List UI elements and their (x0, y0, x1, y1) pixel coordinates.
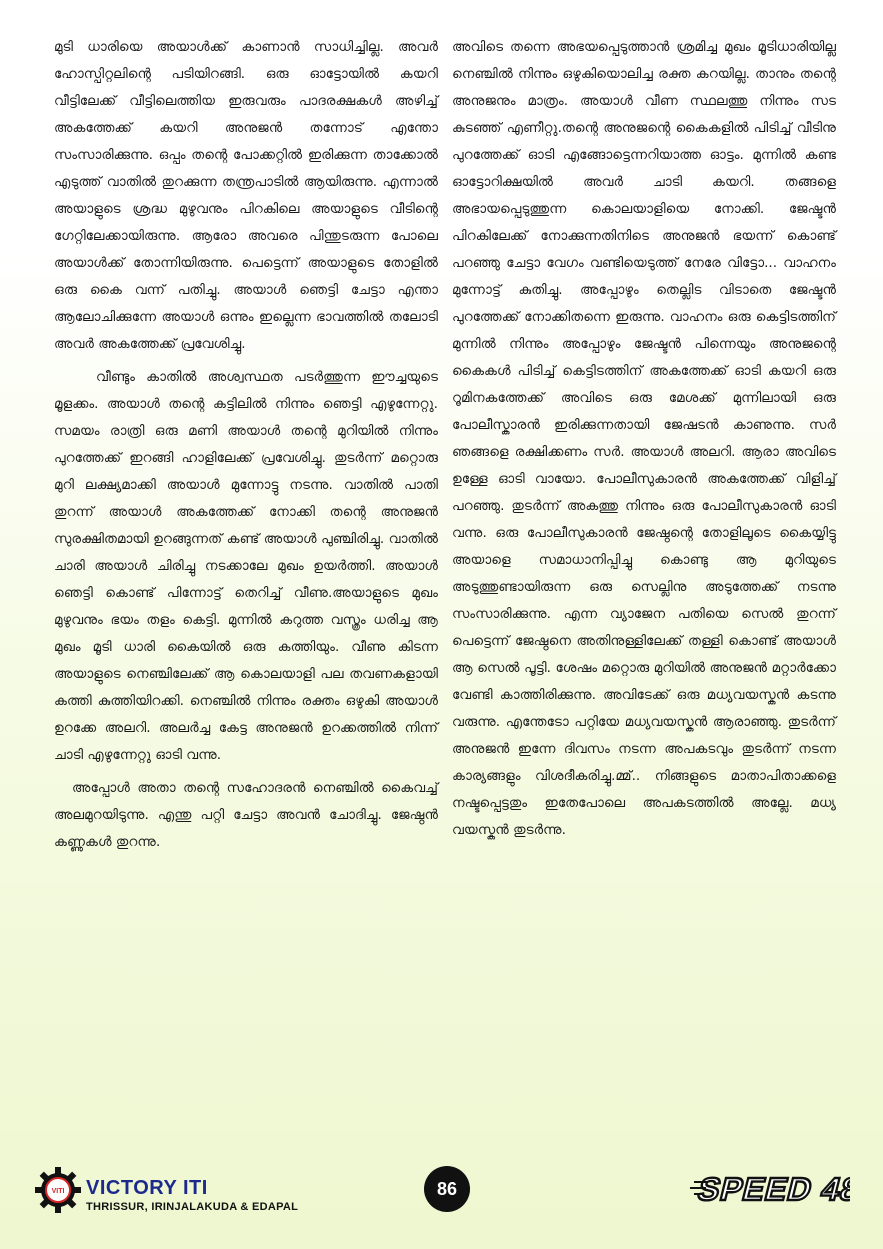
page-footer (0, 1160, 883, 1230)
article-right-column (452, 34, 836, 844)
magazine-name: SPEED 48 (694, 1171, 850, 1207)
article-paragraph: മുടി ധാരിയെ അയാൾക്ക് കാണാൻ സാധിച്ചില്ല. അവർ ഹോസ്പിറ്റലിന്റെ പടിയിറങ്ങി. ഒരു ഓട്ടോയിൽ കയറി വീട്ടിലേക്ക് വീട്ടിലെത്തിയ ഇരുവരും പാദരക്ഷകൾ അഴിച്ച് അകത്തേക്ക് കയറി അനുജൻ തന്നോട് എന്തോ സംസാരിക്കുന്നു. ഒപ്പം തന്റെ പോക്കറ്റിൽ ഇരിക്കുന്ന താക്കോൽ എടുത്ത് വാതിൽ തുറക്കുന്ന തന്ത്രപാടിൽ ആയിരുന്നു. എന്നാൽ അയാളുടെ ശ്രദ്ധ മുഴുവനും പിറകിലെ അയാളുടെ വീടിന്റെ ഗേറ്റിലേക്കായിരുന്നു. ആരോ അവരെ പിന്തുടരുന്ന പോലെ അയാൾക്ക് തോന്നിയിരുന്നു. പെട്ടെന്ന് അയാളുടെ തോളിൽ ഒരു കൈ വന്ന് പതിച്ചു. അയാൾ ഞെട്ടി ചേട്ടാ എന്താ ആലോചിക്കുന്നേ അയാൾ ഒന്നും ഇല്ലെന്ന ഭാവത്തിൽ തലോടി അവർ അകത്തേക്ക് പ്രവേശിച്ചു. (54, 39, 438, 352)
page-number-badge: 86 (424, 1166, 470, 1212)
article-paragraph: അവിടെ തന്നെ അഭയപ്പെടുത്താൻ ശ്രമിച്ച മുഖം മൂടിധാരിയില്ല നെഞ്ചിൽ നിന്നും ഒഴുകിയൊലിച്ച രക്ത കറയില്ല. താനും തന്റെ അനുജനും മാത്രം. അയാൾ വീണ സ്ഥലത്തു നിന്നും സട കുടഞ്ഞ് എണീറ്റു.തന്റെ അനുജന്റെ കൈകളിൽ പിടിച്ച് വീടിനു പുറത്തേക്ക് ഓടി എങ്ങോട്ടെന്നറിയാത്ത ഓട്ടം. മുന്നിൽ കണ്ട ഓട്ടോറിക്ഷയിൽ അവർ ചാടി കയറി. തങ്ങളെ അഭായപ്പെടുത്തുന്ന കൊലയാളിയെ നോക്കി. ജേഷ്ടൻ പിറകിലേക്ക് നോക്കുന്നതിനിടെ അനുജൻ ഭയന്ന് കൊണ്ട് പറഞ്ഞു ചേട്ടാ വേഗം വണ്ടിയെടുത്ത് നേരേ വിട്ടോ... വാഹനം മുന്നോട്ട് കുതിച്ചു. അപ്പോഴും തെല്ലിട വിടാതെ ജേഷ്ടൻ പുറത്തേക്ക് നോക്കിതന്നെ ഇരുന്നു. വാഹനം ഒരു കെട്ടിടത്തിന് മുന്നിൽ നിന്നും അപ്പോഴും ജേഷ്ടൻ പിന്നെയും അനുജന്റെ കൈകൾ പിടിച്ച് കെട്ടിടത്തിന് അകത്തേക്ക് ഓടി കയറി ഒരു റൂമിനകത്തേക്ക് അവിടെ ഒരു മേശക്ക് മുന്നിലായി ഒരു പോലീസ്കാരൻ ഇരിക്കുന്നതായി ജേഷടൻ കാണുന്നു. സർ ഞങ്ങളെ രക്ഷിക്കണം സർ. അയാൾ അലറി. ആരാ അവിടെ ഉള്ളേ ഓടി വായോ. പോലീസുകാരൻ അകത്തേക്ക് വിളിച്ച് പറഞ്ഞു. തുടർന്ന് അകത്തു നിന്നും ഒരു പോലീസുകാരൻ ഓടി വന്നു. ഒരു പോലീസുകാരൻ ജേഷ്ഠന്റെ തോളിലൂടെ കൈയ്യിട്ടു അയാളെ സമാധാനിപ്പിച്ചു കൊണ്ടു ആ മുറിയുടെ അടുത്തുണ്ടായിരുന്ന ഒരു സെല്ലിനു അടുത്തേക്ക് നടന്നു സംസാരിക്കുന്നു. എന്ന വ്യാജേന പതിയെ സെൽ തുറന്ന് പെട്ടെന്ന് ജേഷ്ഠനെ അതിനുള്ളിലേക്ക് തള്ളി കൊണ്ട് അയാൾ ആ സെൽ പൂട്ടി. ശേഷം മറ്റൊരു മുറിയിൽ അനുജൻ മറ്റാർക്കോ വേണ്ടി കാത്തിരിക്കുന്നു. അവിടേക്ക് ഒരു മധ്യവയസ്കൻ കടന്നു വരുന്നു. എന്തേടോ പറ്റിയേ മധ്യവയസ്കൻ ആരാഞ്ഞു. തുടർന്ന് അനുജൻ ഇന്നേ ദിവസം നടന്ന അപകടവും തുടർന്ന് നടന്ന കാര്യങ്ങളും വിശദീകരിച്ചു.മ്മ്.. നിങ്ങളുടെ മാതാപിതാക്കളെ നഷ്ടപ്പെട്ടതും ഇതേപോലെ അപകടത്തിൽ അല്ലേ. മധ്യ വയസ്കൻ തുടർന്നു. (452, 39, 837, 838)
article-paragraph: അപ്പോൾ അതാ തന്റെ സഹോദരൻ നെഞ്ചിൽ കൈവച്ച് അലമുറയിടുന്നു. എന്തു പറ്റി ചേട്ടാ അവൻ ചോദിച്ചു. ജേഷ്ഠൻ കണ്ണുകൾ തുറന്നു. (54, 780, 438, 850)
victory-iti-logo (34, 1166, 82, 1218)
brand-name: VICTORY ITI (86, 1177, 208, 1199)
brand-locations: THRISSUR, IRINJALAKUDA & EDAPAL (86, 1201, 299, 1213)
brand-block (86, 1178, 298, 1213)
article-left-column (54, 34, 438, 856)
magazine-logo (690, 1168, 850, 1212)
article-paragraph: വീണ്ടും കാതിൽ അശ്വസ്ഥത പടർത്തുന്ന ഈച്ചയുടെ മൂളക്കം. അയാൾ തന്റെ കട്ടിലിൽ നിന്നും ഞെട്ടി എഴുന്നേറ്റു. സമയം രാത്രി ഒരു മണി അയാൾ തന്റെ മുറിയിൽ നിന്നും പുറത്തേക്ക് ഇറങ്ങി ഹാളിലേക്ക് പ്രവേശിച്ചു. തുടർന്ന് മറ്റൊരു മുറി ലക്ഷ്യമാക്കി അയാൾ മുന്നോട്ടു നടന്നു. വാതിൽ പാതി തുറന്ന് അയാൾ അകത്തേക്ക് നോക്കി തന്റെ അനുജൻ സുരക്ഷിതമായി ഉറങ്ങുന്നത് കണ്ട് അയാൾ പുഞ്ചിരിച്ചു. വാതിൽ ചാരി അയാൾ ചിരിച്ചു നടക്കാലേ മുഖം ഉയർത്തി. അയാൾ ഞെട്ടി കൊണ്ട് പിന്നോട്ട് തെറിച്ച് വീണു.അയാളുടെ മുഖം മുഴുവനും ഭയം തളം കെട്ടി. മുന്നിൽ കറുത്ത വസ്ത്രം ധരിച്ച ആ മുഖം മൂടി ധാരി കൈയിൽ ഒരു കത്തിയും. വീണു കിടന്ന അയാളുടെ നെഞ്ചിലേക്ക് ആ കൊലയാളി പല തവണകളായി കത്തി കുത്തിയിറക്കി. നെഞ്ചിൽ നിന്നും രക്തം ഒഴുകി അയാൾ ഉറക്കേ അലറി. അലർച്ച കേട്ട അനുജൻ ഉറക്കത്തിൽ നിന്ന് ചാടി എഴുന്നേറ്റു ഓടി വന്നു. (54, 369, 438, 763)
logo-text: VITI (51, 1188, 65, 1195)
